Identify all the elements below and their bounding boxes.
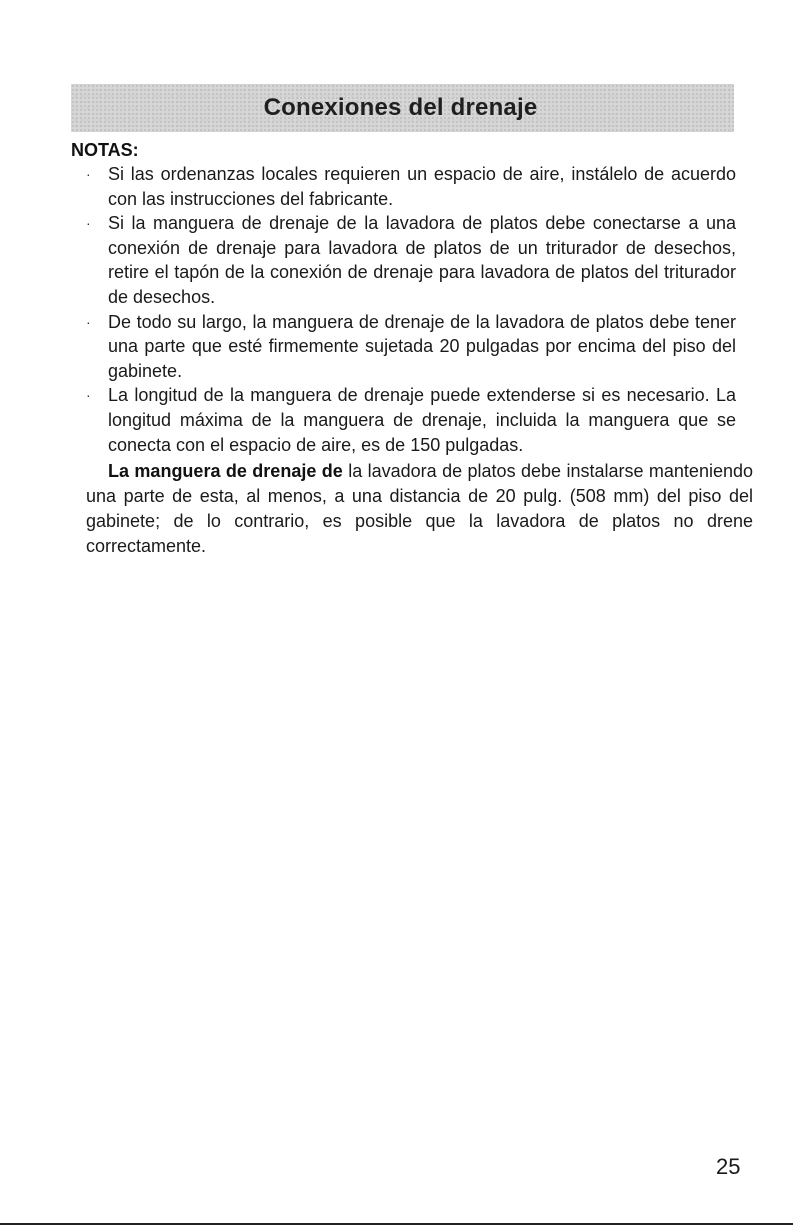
instruction-lead: La manguera de drenaje de: [108, 461, 343, 481]
bullet-dot-icon: ·: [86, 166, 91, 182]
bullet-dot-icon: ·: [86, 215, 91, 232]
section-header-band: [71, 84, 734, 132]
notes-list: [86, 162, 736, 457]
section-title: Conexiones del drenaje: [263, 94, 538, 121]
drain-hose-instruction: [86, 459, 753, 559]
note-text: La longitud de la manguera de drenaje puede extenderse si es necesario. La longitud máxima de la manguera de drenaje, incluida la manguera que se conecta con el espacio de aire, es de 150 pulgadas.: [108, 385, 736, 455]
note-item: [86, 310, 736, 384]
note-text: De todo su largo, la manguera de drenaje de la lavadora de platos debe tener una parte que esté firmemente sujetada 20 pulgadas por encima del piso del gabinete.: [108, 311, 736, 381]
note-text: Si las ordenanzas locales requieren un espacio de aire, instálelo de acuerdo con las instrucciones del fabricante.: [108, 164, 736, 209]
bullet-dot-icon: ·: [86, 387, 91, 404]
notes-label: NOTAS:: [71, 140, 139, 160]
note-text: Si la manguera de drenaje de la lavadora de platos debe conectarse a una conexión de drenaje para lavadora de platos de un triturador de desechos, retire el tapón de la conexión de drenaje para lavadora de platos del triturador de desechos.: [108, 213, 736, 307]
note-item: [86, 211, 736, 309]
bullet-dot-icon: ·: [86, 313, 91, 330]
page-number: 25: [716, 1154, 741, 1179]
instruction-body: la lavadora de platos debe instalarse manteniendo una parte de esta, al menos, a una distancia de 20 pulg. (508 mm) del piso del gabinete; de lo contrario, es posible que la lavadora de platos no drene correctamente.: [86, 461, 753, 556]
note-item: [86, 162, 736, 211]
note-item: [86, 383, 736, 457]
